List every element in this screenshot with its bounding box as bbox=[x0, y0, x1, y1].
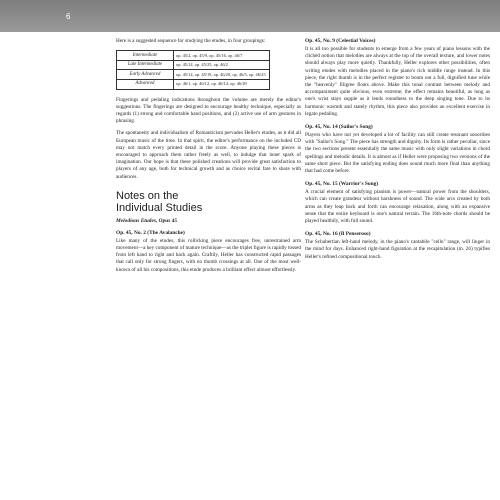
etude-text: Like many of the etudes, this rollicking piece encourages free, unrestrained arm movement—a key component of mature technique—as the triplet figure is rapidly tossed from left hand to right and back again. Craftily, Heller has constructed rapid passages that call only for strong fingers, with no thumb crossings at all. One of the most well-known of all his compositions, this etude produces a brilliant effect almost effortlessly. bbox=[116, 237, 301, 273]
level-cell: Early Advanced bbox=[117, 70, 174, 80]
etude-heading: Op. 45, No. 2 (The Avalanche) bbox=[116, 229, 185, 236]
page-number: 6 bbox=[66, 12, 71, 21]
table-row bbox=[117, 60, 270, 70]
table-row bbox=[117, 70, 270, 80]
section-title: Notes on the Individual Studies bbox=[116, 189, 203, 214]
etude-text: Players who have not yet developed a lot of facility can still create resonant sonorities with "Sailor's Song." The piece has strength and dignity. Its form is rather peculiar, since the two sections present essentially the same music with only slight variations in chord spellings and melodic details. It is almost as if Heller were proposing two versions of the same short piece. But the satisfying ending does sound much more final than anything that had come before. bbox=[305, 132, 490, 175]
etude-heading: Op. 45, No. 9 (Celestial Voices) bbox=[305, 38, 376, 44]
etude-heading: Op. 45, No. 14 (Sailor's Song) bbox=[305, 124, 373, 131]
level-cell: Advanced bbox=[117, 79, 174, 89]
right-column bbox=[305, 38, 490, 266]
left-column bbox=[116, 38, 301, 279]
etude-text: A crucial element of satisfying pianism is power—natural power from the shoulders, which can create grandeur without harshness of sound. The wide arcs created by both arms as they leap back and forth can encourage relaxation, along with an expansive sense that the entire keyboard is one's natural terrain. The 16th-note chords should be played healthily, with full sound. bbox=[305, 189, 490, 225]
pieces-cell: op. 45/2, op. 45/9, op. 45/16, op. 46/7 bbox=[174, 51, 270, 61]
table-row bbox=[117, 79, 270, 89]
opus-subtitle: Melodious Etudes, Opus 45 bbox=[116, 217, 178, 224]
intro-paragraph: Here is a suggested sequence for studying the etudes, in four groupings: bbox=[116, 38, 266, 44]
fingering-paragraph: Fingerings and pedaling indications throughout the volume are merely the editor's suggestions. The fingerings are designed to encourage healthy technique, especially as regards (1) strong and comfortable hand positions, and (2) active use of arm gestures in phrasing. bbox=[116, 96, 301, 125]
header-band bbox=[0, 0, 500, 32]
etude-text: The Schubertian left-hand melody, in the piano's cantabile "cello" range, will linger in the mind for days. Enhanced right-hand figuration at the recapitulation (m. 26) typifies Heller's refined compositional touch. bbox=[305, 239, 490, 260]
study-sequence-table bbox=[116, 50, 270, 89]
pieces-cell: op. 45/14, op. 45/19, op. 46/20, op. 46/5, op. 46/25 bbox=[174, 70, 270, 80]
etude-heading: Op. 45, No. 16 (Il Penseroso) bbox=[305, 231, 371, 238]
table-row bbox=[117, 51, 270, 61]
pieces-cell: op. 46/1, op. 46/12, op. 46/14, op. 46/29 bbox=[174, 79, 270, 89]
pieces-cell: op. 45/14, op. 45/25, op. 46/2 bbox=[174, 60, 270, 70]
level-cell: Intermediate bbox=[117, 51, 174, 61]
level-cell: Late Intermediate bbox=[117, 60, 174, 70]
etude-text: It is all too possible for students to emerge from a few years of piano lessons with the clichéd notion that melodies are always at the top of the overall texture, and lower notes should always play more quietly. Thankfully, Heller explores other possibilities, often writing etudes with melodies placed in the piano's rich middle range instead. In this piece, the right thumb is in the perfect register to boom out a full, dignified tune while the "heavenly" filigree floats above. Make this tonal contrast between melody and accompaniment quite obvious, even extreme; the effect remains beautiful, as long as one's wrist stays supple as it lends roundness to the deep singing tone. Due to its harmonic warmth and stately rhythm, this piece also provides an excellent exercise in legato pedaling. bbox=[305, 46, 490, 117]
romanticism-paragraph: The spontaneity and individualism of Romanticism pervades Heller's etudes, as it did all European music of the time. In that spirit, the editor's performance on the included CD may not match every printed detail in the score. Anyone playing these pieces is encouraged to approach them rather freely as well, to indulge that inner spark of imagination. Our hope is that these polished creations will provide great satisfaction to players of any age, both for technical growth and as choice recital fare to share with audiences. bbox=[116, 130, 301, 180]
etude-heading: Op. 45, No. 15 (Warrior's Song) bbox=[305, 181, 379, 188]
